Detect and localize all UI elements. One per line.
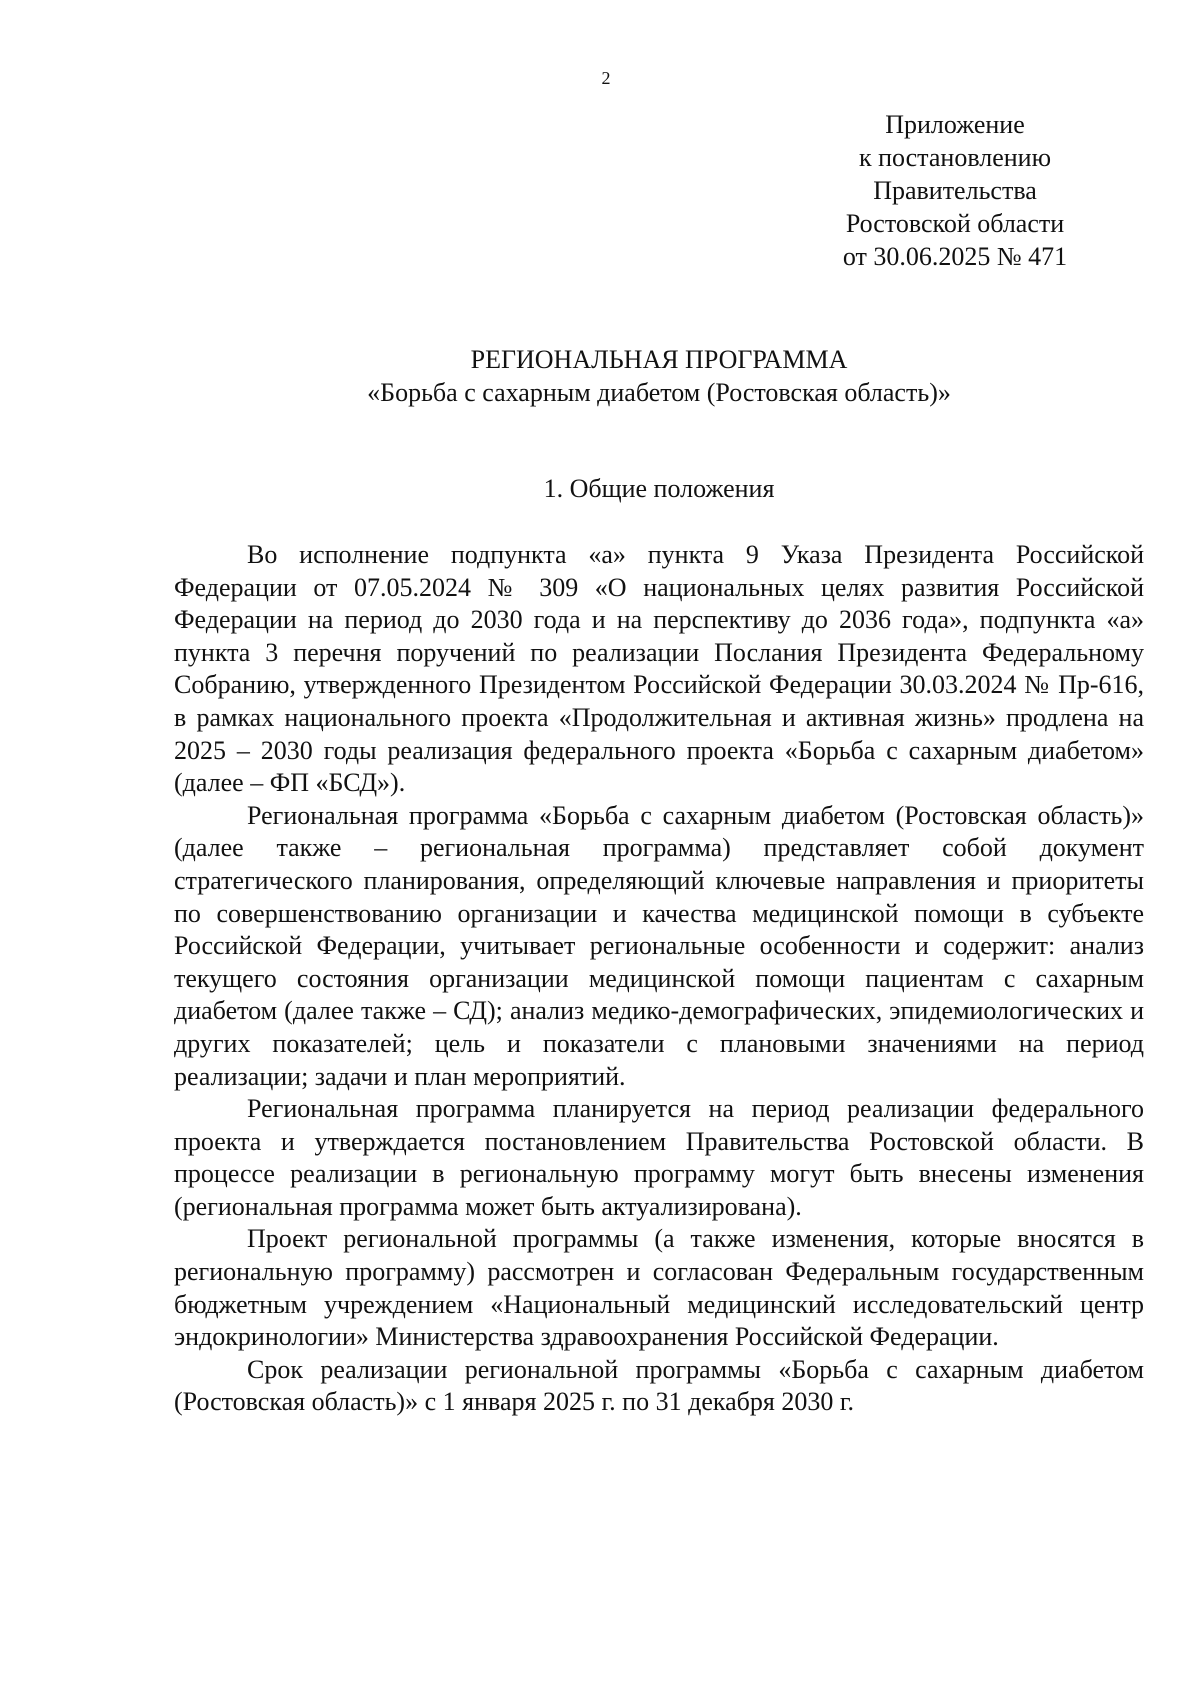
program-title xyxy=(174,343,1144,409)
program-title-line1: РЕГИОНАЛЬНАЯ ПРОГРАММА xyxy=(470,345,848,374)
paragraph: Региональная программа планируется на период реализации федерального проекта и утверждается постановлением Правительства Ростовской области. В процессе реализации в региональную программу могут быть внесены изменения (региональная программа может быть актуализирована). xyxy=(174,1094,1144,1221)
program-title-line2: «Борьба с сахарным диабетом (Ростовская область)» xyxy=(367,378,951,407)
paragraph: Срок реализации региональной программы «Борьба с сахарным диабетом (Ростовская область)» с 1 января 2025 г. по 31 декабря 2030 г. xyxy=(174,1354,1144,1417)
paragraph: Региональная программа «Борьба с сахарным диабетом (Ростовская область)» (далее также – региональная программа) представляет собой документ стратегического планирования, определяющий ключевые направления и приоритеты по совершенствованию организации и качества медицинской помощи в субъекте Российской Федерации, учитывает региональные особенности и содержит: анализ текущего состояния организации медицинской помощи пациентам с сахарным диабетом (далее также – СД); анализ медико-демографических, эпидемиологических и других показателей; цель и показатели с плановыми значениями на период реализации; задачи и план мероприятий. xyxy=(174,800,1144,1091)
appendix-line: от 30.06.2025 № 471 xyxy=(842,242,1068,271)
paragraph: Проект региональной программы (а также изменения, которые вносятся в региональную программу) рассмотрен и согласован Федеральным государственным бюджетным учреждением «Национальный медицинский исследовательский центр эндокринологии» Министерства здравоохранения Российской Федерации. xyxy=(174,1224,1144,1352)
appendix-block xyxy=(830,108,1080,273)
page-number: 2 xyxy=(601,68,611,88)
appendix-line: к постановлению xyxy=(858,143,1052,172)
appendix-line: Ростовской области xyxy=(845,209,1065,238)
appendix-line: Правительства xyxy=(873,176,1037,205)
appendix-line: Приложение xyxy=(885,110,1025,139)
paragraph: Во исполнение подпункта «а» пункта 9 Указа Президента Российской Федерации от 07.05.2024 № 309 «О национальных целях развития Российской Федерации на период до 2030 года и на перспективу до 2036 года», подпункта «а» пункта 3 перечня поручений по реализации Послания Президента Федеральному Собранию, утвержденного Президентом Российской Федерации 30.03.2024 № Пр-616, в рамках национального проекта «Продолжительная и активная жизнь» продлена на 2025 – 2030 годы реализация федерального проекта «Борьба с сахарным диабетом» (далее – ФП «БСД»). xyxy=(174,540,1144,798)
body-text xyxy=(174,539,1144,1419)
section-heading: 1. Общие положения xyxy=(543,474,775,503)
